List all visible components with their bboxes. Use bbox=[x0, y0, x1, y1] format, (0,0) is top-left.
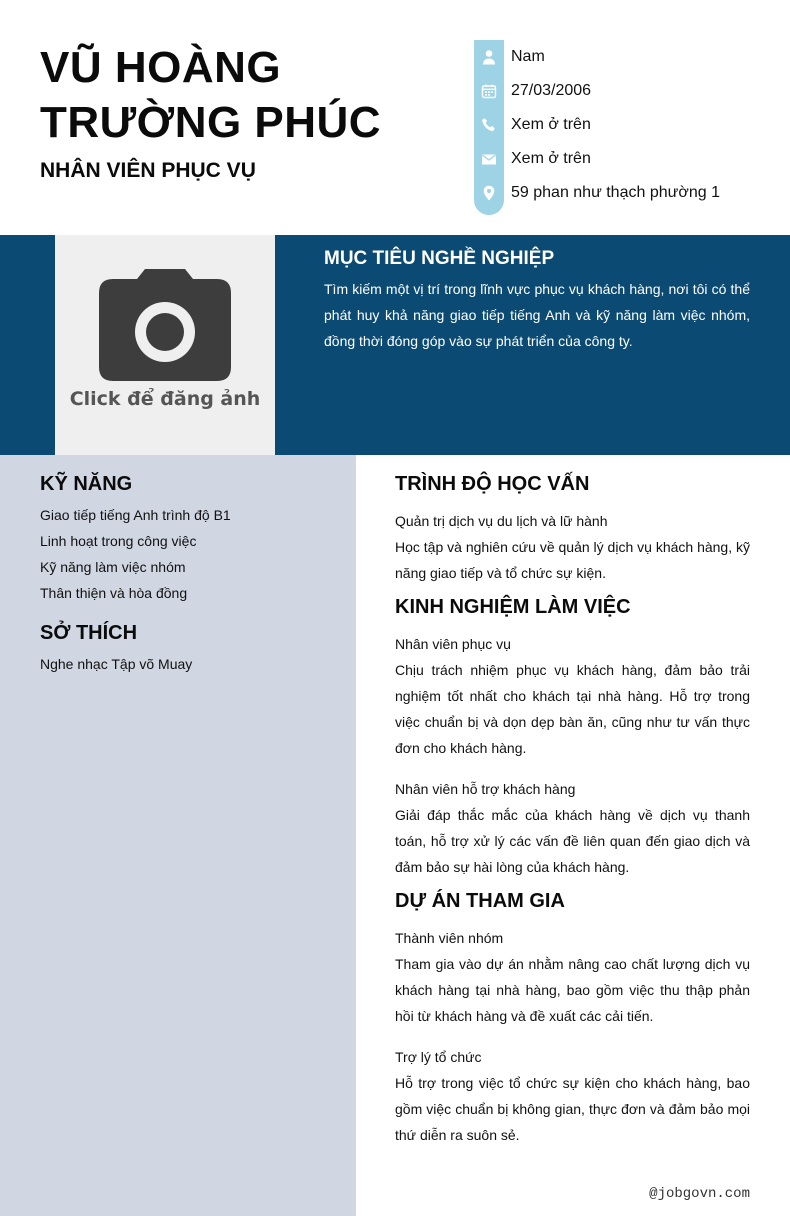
gender-value: Nam bbox=[511, 48, 545, 65]
camera-icon bbox=[99, 267, 231, 383]
phone-icon bbox=[474, 108, 504, 142]
experience-entry-desc: Giải đáp thắc mắc của khách hàng về dịch vụ thanh toán, hỗ trợ xử lý các vấn đề liên quan đến giao dịch và đảm bảo sự hài lòng của khách hàng. bbox=[395, 807, 750, 875]
contact-email bbox=[474, 142, 774, 176]
job-title: NHÂN VIÊN PHỤC VỤ bbox=[40, 159, 256, 182]
skill-item: Linh hoạt trong công việc bbox=[40, 533, 197, 549]
education-entry-title: Quản trị dịch vụ du lịch và lữ hành bbox=[395, 513, 608, 529]
contact-phone bbox=[474, 108, 774, 142]
experience-entry-title: Nhân viên hỗ trợ khách hàng bbox=[395, 781, 576, 797]
experience-entry bbox=[395, 631, 750, 761]
left-column bbox=[0, 455, 356, 1216]
career-objective-section bbox=[324, 248, 750, 354]
person-icon bbox=[474, 40, 504, 74]
contact-birthdate bbox=[474, 74, 774, 108]
candidate-name-line2: TRƯỜNG PHÚC bbox=[40, 98, 382, 147]
left-column-content bbox=[40, 473, 330, 677]
email-value: Xem ở trên bbox=[511, 150, 591, 167]
right-column bbox=[395, 473, 750, 1158]
mail-icon bbox=[474, 142, 504, 176]
experience-title: KINH NGHIỆM LÀM VIỆC bbox=[395, 596, 631, 618]
experience-entry-desc: Chịu trách nhiệm phục vụ khách hàng, đảm bảo trải nghiệm tốt nhất cho khách tại nhà hàng. Hỗ trợ trong việc chuẩn bị và dọn dẹp bàn ăn, cũng như tư vấn thực đơn cho khách hàng. bbox=[395, 662, 750, 756]
photo-upload-placeholder[interactable] bbox=[55, 235, 275, 455]
education-entry-desc: Học tập và nghiên cứu về quản lý dịch vụ khách hàng, kỹ năng giao tiếp và tổ chức sự kiện. bbox=[395, 539, 750, 581]
hobbies-text: Nghe nhạc Tập võ Muay bbox=[40, 656, 193, 672]
contact-address bbox=[474, 176, 774, 210]
project-entry-desc: Tham gia vào dự án nhằm nâng cao chất lượng dịch vụ khách hàng tại nhà hàng, bao gồm việc thu thập phản hồi từ khách hàng và đề xuất các cải tiến. bbox=[395, 956, 750, 1024]
candidate-name-line1: VŨ HOÀNG bbox=[40, 43, 282, 92]
project-entry bbox=[395, 1044, 750, 1148]
watermark: @jobgovn.com bbox=[649, 1186, 750, 1202]
contact-gender bbox=[474, 40, 774, 74]
education-entry bbox=[395, 508, 750, 586]
photo-upload-caption: Click để đăng ảnh bbox=[69, 388, 261, 410]
hobbies-title: SỞ THÍCH bbox=[40, 622, 138, 644]
project-entry-title: Trợ lý tổ chức bbox=[395, 1049, 482, 1065]
skills-title: KỸ NĂNG bbox=[40, 473, 133, 495]
cv-header bbox=[0, 0, 790, 235]
skill-item: Kỹ năng làm việc nhóm bbox=[40, 559, 186, 575]
phone-value: Xem ở trên bbox=[511, 116, 591, 133]
contact-list bbox=[474, 40, 774, 210]
project-entry bbox=[395, 925, 750, 1029]
address-value: 59 phan như thạch phường 1 bbox=[511, 184, 720, 201]
calendar-icon bbox=[474, 74, 504, 108]
candidate-name bbox=[40, 40, 460, 150]
experience-entry-title: Nhân viên phục vụ bbox=[395, 636, 511, 652]
career-objective-text: Tìm kiếm một vị trí trong lĩnh vực phục vụ khách hàng, nơi tôi có thể phát huy khả năng giao tiếp tiếng Anh và kỹ năng làm việc nhóm, đồng thời đóng góp vào sự phát triển của công ty. bbox=[324, 281, 750, 349]
career-objective-title: MỤC TIÊU NGHỀ NGHIỆP bbox=[324, 248, 555, 269]
skill-item: Giao tiếp tiếng Anh trình độ B1 bbox=[40, 507, 231, 523]
education-title: TRÌNH ĐỘ HỌC VẤN bbox=[395, 473, 590, 495]
birthdate-value: 27/03/2006 bbox=[511, 82, 592, 99]
experience-entry bbox=[395, 776, 750, 880]
projects-title: DỰ ÁN THAM GIA bbox=[395, 890, 565, 912]
project-entry-desc: Hỗ trợ trong việc tổ chức sự kiện cho khách hàng, bao gồm việc chuẩn bị không gian, thực đơn và đảm bảo mọi thứ diễn ra suôn sẻ. bbox=[395, 1075, 750, 1143]
skill-item: Thân thiện và hòa đồng bbox=[40, 585, 188, 601]
location-pin-icon bbox=[474, 176, 504, 210]
project-entry-title: Thành viên nhóm bbox=[395, 930, 504, 946]
